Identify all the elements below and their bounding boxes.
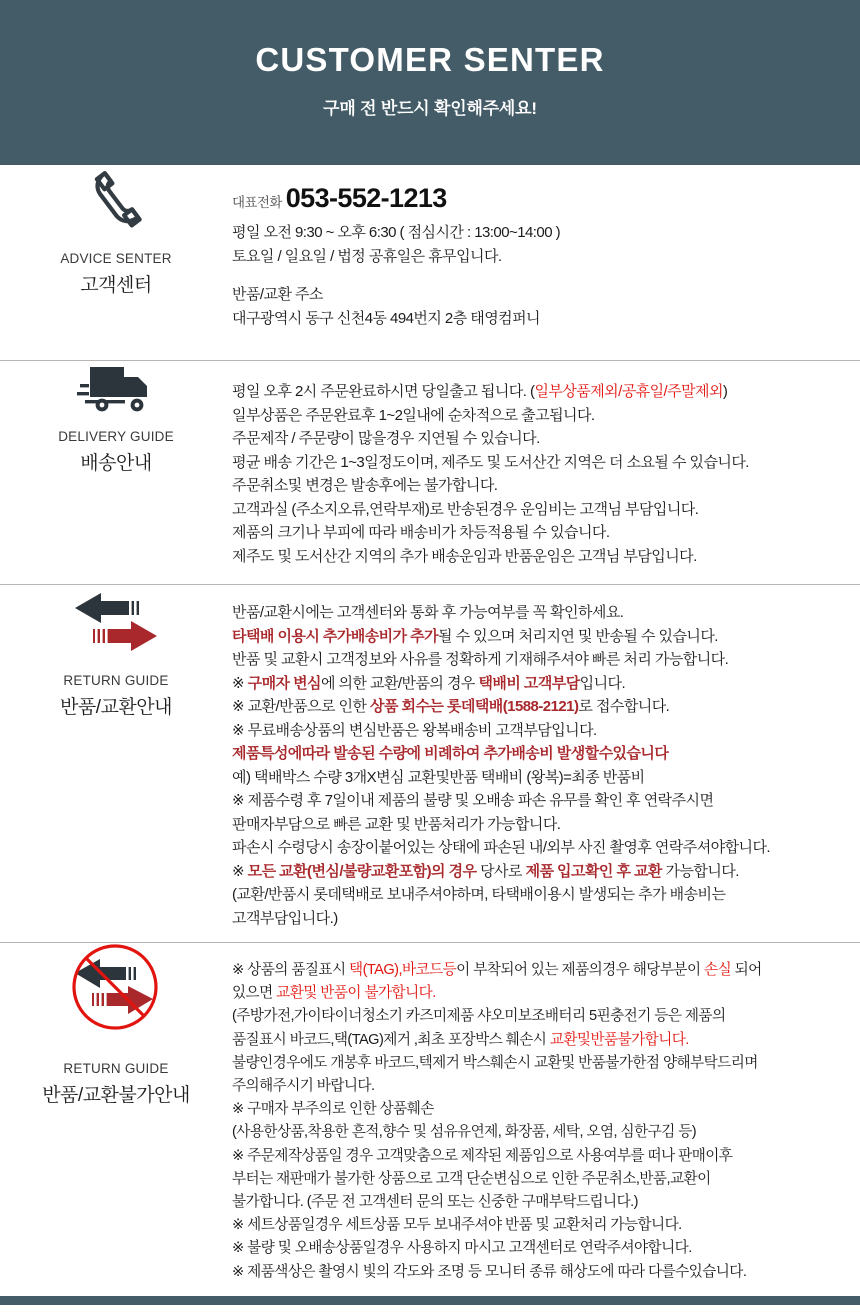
no-return-line-4: 품질표시 바코드,택(TAG)제거 ,최초 포장박스 훼손시 교환및반품불가합니다. [232, 1031, 689, 1048]
delivery-line-3: 주문제작 / 주문량이 많을경우 지연될 수 있습니다. [232, 430, 540, 447]
page-title: CUSTOMER SENTER [255, 41, 605, 78]
page-subtitle: 구매 전 반드시 확인해주세요! [323, 99, 537, 119]
return-text-block [232, 585, 860, 930]
page-header [0, 0, 860, 165]
return-line-8: 예) 택배박스 수량 3개X변심 교환및반품 택배비 (왕복)=최종 반품비 [232, 768, 645, 786]
no-return-line-6: 주의해주시기 바랍니다. [232, 1078, 375, 1095]
delivery-caption-ko: 배송안내 [80, 453, 152, 474]
no-return-line-9: ※ 주문제작상품일 경우 고객맞춤으로 제작된 제품임으로 사용여부를 떠나 판매이후 [232, 1147, 733, 1164]
delivery-line-5: 주문취소및 변경은 발송후에는 불가합니다. [232, 477, 498, 494]
telephone-row [232, 185, 842, 212]
business-hours-line-2: 토요일 / 일요일 / 법정 공휴일은 휴무입니다. [232, 247, 502, 265]
advice-icon-block [0, 165, 232, 297]
no-return-line-12: ※ 세트상품일경우 세트상품 모두 보내주셔야 반품 및 교환처리 가능합니다. [232, 1217, 682, 1234]
advice-caption-ko: 고객센터 [80, 275, 152, 296]
return-address-value: 대구광역시 동구 신천4동 494번지 2층 태영컴퍼니 [232, 309, 540, 327]
no-return-line-1: ※ 상품의 품질표시 택(TAG),바코드등이 부착되어 있는 제품의경우 해당부분이 손실 되어 [232, 962, 762, 978]
return-line-13: (교환/반품시 롯데택배로 보내주셔야하며, 타택배이용시 발생되는 추가 배송비는 [232, 886, 726, 903]
return-line-12: ※ 모든 교환(변심/불량교환포함)의 경우 당사로 제품 입고확인 후 교환 가능합니다. [232, 862, 739, 880]
no-return-line-3: (주방가전,가이타이너청소기 카즈미제품 샤오미보조배터리 5핀충전기 등은 제품의 [232, 1008, 726, 1025]
return-line-3: 반품 및 교환시 고객정보와 사유를 정확하게 기재해주셔야 빠른 처리 가능합니다. [232, 651, 729, 668]
return-line-9: ※ 제품수령 후 7일이내 제품의 불량 및 오배송 파손 유무를 확인 후 연락주시면 [232, 792, 714, 809]
return-line-11: 파손시 수령당시 송장이붙어있는 상태에 파손된 내/외부 사진 촬영후 연락주셔야합니다. [232, 839, 771, 856]
return-caption-ko: 반품/교환안내 [60, 697, 172, 718]
no-return-caption-ko: 반품/교환불가안내 [42, 1085, 190, 1106]
return-line-14: 고객부담입니다.) [232, 909, 338, 927]
delivery-line-7: 제품의 크기나 부피에 따라 배송비가 차등적용될 수 있습니다. [232, 524, 610, 541]
delivery-truck-icon [76, 361, 156, 415]
return-line-1: 반품/교환시에는 고객센터와 통화 후 가능여부를 꼭 확인하세요. [232, 604, 624, 621]
section-no-return-guide [0, 943, 860, 1298]
section-advice-center [0, 165, 860, 361]
return-icon-block [0, 585, 232, 719]
return-line-6: ※ 무료배송상품의 변심반품은 왕복배송비 고객부담입니다. [232, 721, 597, 739]
section-delivery-guide [0, 361, 860, 585]
return-line-10: 판매자부담으로 빠른 교환 및 반품처리가 가능합니다. [232, 815, 561, 833]
delivery-line-2: 일부상품은 주문완료후 1~2일내에 순차적으로 출고됩니다. [232, 406, 595, 424]
no-return-prohibited-icon [58, 943, 174, 1047]
no-return-line-14: ※ 제품색상은 촬영시 빛의 각도와 조명 등 모니터 종류 해상도에 따라 다를수있습니다. [232, 1263, 747, 1280]
no-return-line-10: 부터는 재판매가 불가한 상품으로 고객 단순변심으로 인한 주문취소,반품,교환이 [232, 1170, 711, 1187]
no-return-icon-block [0, 943, 232, 1107]
no-return-line-11: 불가합니다. (주문 전 고객센터 문의 또는 신중한 구매부탁드립니다.) [232, 1194, 638, 1211]
delivery-line-1: 평일 오후 2시 주문완료하시면 당일출고 됩니다. (일부상품제외/공휴일/주말제외) [232, 383, 728, 400]
no-return-line-13: ※ 불량 및 오배송상품일경우 사용하지 마시고 고객센터로 연락주셔야합니다. [232, 1240, 692, 1257]
no-return-line-2: 있으면 교환및 반품이 불가합니다. [232, 985, 436, 1002]
return-line-7: 제품특성에따라 발송된 수량에 비례하여 추가배송비 발생할수있습니다 [232, 745, 669, 762]
delivery-line-8: 제주도 및 도서산간 지역의 추가 배송운임과 반품운임은 고객님 부담입니다. [232, 547, 697, 565]
telephone-number: 053-552-1213 [285, 183, 447, 213]
delivery-text-block [232, 361, 860, 568]
return-caption-en: RETURN GUIDE [63, 673, 169, 688]
business-hours-line-1: 평일 오전 9:30 ~ 오후 6:30 ( 점심시간 : 13:00~14:00 ) [232, 224, 561, 241]
advice-caption-en: ADVICE SENTER [60, 251, 172, 266]
delivery-line-6: 고객과실 (주소지오류,연락부재)로 반송된경우 운임비는 고객님 부담입니다. [232, 500, 699, 518]
delivery-icon-block [0, 361, 232, 475]
return-line-4: ※ 구매자 변심에 의한 교환/반품의 경우 택배비 고객부담입니다. [232, 674, 626, 692]
delivery-caption-en: DELIVERY GUIDE [58, 429, 174, 444]
delivery-line-4: 평균 배송 기간은 1~3일정도이며, 제주도 및 도서산간 지역은 더 소요될 수 있습니다. [232, 453, 749, 471]
telephone-label: 대표전화 [232, 195, 282, 210]
no-return-text-block [232, 943, 860, 1284]
no-return-line-5: 불량인경우에도 개봉후 바코드,텍제거 박스훼손시 교환및 반품불가한점 양해부탁드리며 [232, 1054, 758, 1071]
no-return-line-8: (사용한상품,착용한 흔적,향수 및 섬유유연제, 화장품, 세탁, 오염, 심한구김 등) [232, 1124, 697, 1141]
no-return-line-7: ※ 구매자 부주의로 인한 상품훼손 [232, 1101, 434, 1118]
spacer [232, 268, 842, 283]
return-line-5: ※ 교환/반품으로 인한 상품 회수는 롯데택배(1588-2121)로 접수합니다. [232, 698, 670, 715]
phone-handset-icon [79, 165, 153, 237]
no-return-caption-en: RETURN GUIDE [63, 1061, 169, 1076]
return-address-label: 반품/교환 주소 [232, 286, 323, 303]
section-return-guide [0, 585, 860, 943]
footer-accent-bar [0, 1296, 860, 1305]
return-line-2: 타택배 이용시 추가배송비가 추가될 수 있으며 처리지연 및 반송될 수 있습니다. [232, 627, 718, 645]
advice-text-block [232, 165, 860, 330]
return-exchange-arrows-icon [67, 585, 165, 659]
